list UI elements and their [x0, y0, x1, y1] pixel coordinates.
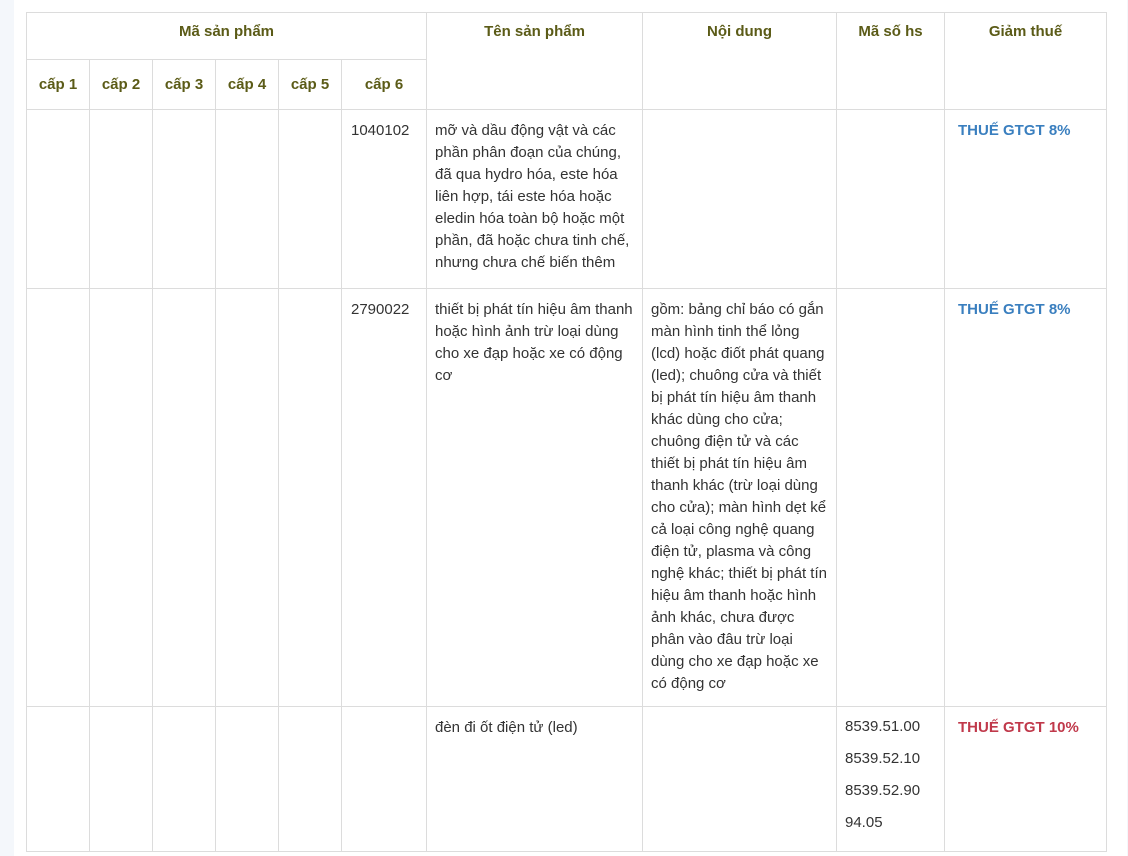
cell-ten-san-pham: mỡ và dầu động vật và các phần phân đoạn của chúng, đã qua hydro hóa, este hóa liên hợp, tái este hóa hoặc eledin hóa toàn bộ hoặc một phần, đã hoặc chưa tinh chế, nhưng chưa chế biến thêm	[427, 110, 643, 289]
cell-ma-so-hs	[837, 110, 945, 289]
table-row	[27, 707, 1107, 852]
cell-cap-2	[90, 707, 153, 852]
header-cap-3: cấp 3	[153, 60, 216, 110]
header-ten-san-pham: Tên sản phẩm	[427, 13, 643, 110]
cell-cap-3	[153, 289, 216, 707]
cell-noi-dung: gồm: bảng chỉ báo có gắn màn hình tinh thể lỏng (lcd) hoặc điốt phát quang (led); chuông cửa và thiết bị phát tín hiệu âm thanh khác dùng cho cửa; chuông điện tử và các thiết bị phát tín hiệu âm thanh khác (trừ loại dùng cho cửa); màn hình dẹt kể cả loại công nghệ quang điện tử, plasma và công nghệ khác; thiết bị phát tín hiệu âm thanh hoặc hình ảnh khác, chưa được phân vào đâu trừ loại dùng cho xe đạp hoặc xe có động cơ	[643, 289, 837, 707]
cell-cap-4	[216, 289, 279, 707]
page-content	[14, 0, 1127, 856]
hs-code: 8539.51.00	[845, 718, 921, 735]
hs-code: 94.05	[845, 814, 883, 831]
cell-cap-1	[27, 289, 90, 707]
cell-cap-1	[27, 110, 90, 289]
cell-cap-2	[90, 289, 153, 707]
hs-code: 8539.52.90	[845, 782, 921, 799]
cell-ten-san-pham: thiết bị phát tín hiệu âm thanh hoặc hình ảnh trừ loại dùng cho xe đạp hoặc xe có động cơ	[427, 289, 643, 707]
hs-code: 8539.52.10	[845, 750, 921, 767]
table-row	[27, 110, 1107, 289]
cell-cap-6	[342, 707, 427, 852]
header-cap-2: cấp 2	[90, 60, 153, 110]
cell-cap-2	[90, 110, 153, 289]
cell-cap-6: 1040102	[342, 110, 427, 289]
cell-cap-3	[153, 707, 216, 852]
cell-cap-3	[153, 110, 216, 289]
cell-giam-thue: THUẾ GTGT 8%	[945, 289, 1107, 707]
cell-cap-6: 2790022	[342, 289, 427, 707]
cell-cap-5	[279, 289, 342, 707]
cell-ten-san-pham: đèn đi ốt điện tử (led)	[427, 707, 643, 852]
header-ma-so-hs: Mã số hs	[837, 13, 945, 110]
header-cap-6: cấp 6	[342, 60, 427, 110]
cell-cap-4	[216, 707, 279, 852]
header-cap-4: cấp 4	[216, 60, 279, 110]
header-giam-thue: Giảm thuế	[945, 13, 1107, 110]
cell-ma-so-hs	[837, 707, 945, 852]
header-ma-san-pham: Mã sản phẩm	[27, 13, 427, 60]
cell-cap-1	[27, 707, 90, 852]
header-cap-1: cấp 1	[27, 60, 90, 110]
cell-cap-5	[279, 707, 342, 852]
cell-noi-dung	[643, 110, 837, 289]
cell-noi-dung	[643, 707, 837, 852]
product-tax-table	[26, 12, 1107, 852]
cell-giam-thue: THUẾ GTGT 8%	[945, 110, 1107, 289]
table-row	[27, 289, 1107, 707]
cell-ma-so-hs	[837, 289, 945, 707]
header-noi-dung: Nội dung	[643, 13, 837, 110]
cell-giam-thue: THUẾ GTGT 10%	[945, 707, 1107, 852]
cell-cap-4	[216, 110, 279, 289]
cell-cap-5	[279, 110, 342, 289]
header-cap-5: cấp 5	[279, 60, 342, 110]
